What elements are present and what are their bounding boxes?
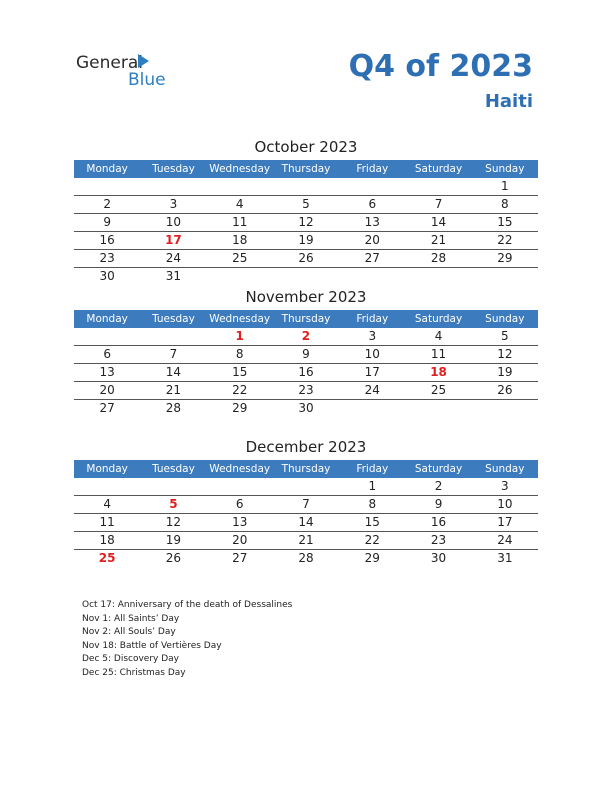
day-cell: 3 xyxy=(169,197,178,211)
day-cell: 14 xyxy=(298,515,314,529)
day-cell xyxy=(207,178,273,195)
day-cell xyxy=(405,400,471,417)
day-cell xyxy=(339,400,405,417)
day-cell: 19 xyxy=(497,365,513,379)
day-cell: 28 xyxy=(298,551,314,565)
day-cell xyxy=(273,478,339,495)
day-cell xyxy=(140,328,206,345)
weekday-label: Friday xyxy=(356,313,389,325)
week-row xyxy=(74,478,538,496)
month-title: November 2023 xyxy=(245,288,367,306)
day-cell xyxy=(140,478,206,495)
week-row xyxy=(74,196,538,214)
day-cell: 1 xyxy=(368,479,377,493)
day-cell xyxy=(405,178,471,195)
logo-general-text: General xyxy=(76,53,143,73)
holiday-note: Nov 2: All Souls’ Day xyxy=(82,627,176,638)
weekday-label: Monday xyxy=(86,163,128,175)
week-row xyxy=(74,178,538,196)
weekday-label: Monday xyxy=(86,313,128,325)
weekday-label: Saturday xyxy=(414,313,463,325)
day-cell: 5 xyxy=(501,329,509,343)
day-cell: 30 xyxy=(99,269,115,283)
weekday-label: Saturday xyxy=(414,163,463,175)
day-cell: 11 xyxy=(232,215,248,229)
week-row xyxy=(74,514,538,532)
day-cell xyxy=(472,268,538,285)
day-cell: 9 xyxy=(302,347,310,361)
month-title: December 2023 xyxy=(245,438,367,456)
day-cell: 4 xyxy=(235,197,244,211)
month-november xyxy=(74,288,538,417)
holiday-note: Dec 5: Discovery Day xyxy=(82,654,179,665)
day-cell: 21 xyxy=(430,233,447,247)
logo xyxy=(76,53,176,93)
day-cell: 24 xyxy=(364,383,380,397)
holiday-notes xyxy=(82,599,292,681)
week-row xyxy=(74,532,538,550)
day-cell: 15 xyxy=(232,365,248,379)
day-cell: 7 xyxy=(169,347,178,361)
day-cell: 2 xyxy=(103,197,111,211)
day-cell: 2 xyxy=(301,329,311,343)
day-cell xyxy=(74,178,140,195)
day-cell: 30 xyxy=(430,551,447,565)
week-row xyxy=(74,232,538,250)
weekday-label: Tuesday xyxy=(152,463,195,475)
weekday-label: Sunday xyxy=(485,463,525,475)
weekday-label: Friday xyxy=(356,163,389,175)
day-cell: 29 xyxy=(364,551,380,565)
week-row xyxy=(74,382,538,400)
day-cell: 27 xyxy=(99,401,115,415)
day-cell: 12 xyxy=(165,515,182,529)
weekday-label: Wednesday xyxy=(209,463,271,475)
day-cell xyxy=(405,268,471,285)
weekday-header xyxy=(74,460,538,478)
day-cell xyxy=(273,268,339,285)
day-cell: 29 xyxy=(232,401,248,415)
day-cell: 3 xyxy=(501,479,509,493)
day-cell: 17 xyxy=(497,515,513,529)
weekday-label: Sunday xyxy=(485,313,525,325)
day-cell: 2 xyxy=(434,479,443,493)
day-cell: 8 xyxy=(368,497,377,511)
week-row xyxy=(74,496,538,514)
month-october xyxy=(74,138,538,285)
day-cell: 30 xyxy=(298,401,314,415)
week-row xyxy=(74,268,538,285)
day-cell: 12 xyxy=(497,347,513,361)
day-cell: 4 xyxy=(434,329,443,343)
holiday-note: Nov 18: Battle of Vertières Day xyxy=(82,640,222,651)
day-cell: 26 xyxy=(497,383,513,397)
day-cell: 16 xyxy=(430,515,447,529)
day-cell: 15 xyxy=(364,515,380,529)
day-cell: 24 xyxy=(165,251,182,265)
day-cell xyxy=(339,178,405,195)
weekday-label: Thursday xyxy=(281,463,331,475)
holiday-note: Dec 25: Christmas Day xyxy=(82,667,186,678)
day-cell: 18 xyxy=(232,233,248,247)
day-cell: 26 xyxy=(298,251,314,265)
day-cell: 3 xyxy=(368,329,377,343)
day-cell: 9 xyxy=(434,497,443,511)
day-cell: 1 xyxy=(501,179,509,193)
day-cell: 16 xyxy=(99,233,115,247)
weekday-label: Sunday xyxy=(485,163,525,175)
day-cell: 25 xyxy=(98,551,116,565)
day-cell: 31 xyxy=(165,269,182,283)
day-cell: 21 xyxy=(298,533,314,547)
day-cell: 10 xyxy=(497,497,513,511)
day-cell: 15 xyxy=(497,215,513,229)
day-cell: 6 xyxy=(368,197,377,211)
day-cell: 5 xyxy=(302,197,310,211)
weekday-label: Wednesday xyxy=(209,313,271,325)
weekday-label: Tuesday xyxy=(152,313,195,325)
week-row xyxy=(74,346,538,364)
week-row xyxy=(74,550,538,567)
week-row xyxy=(74,250,538,268)
day-cell: 6 xyxy=(103,347,111,361)
day-cell: 6 xyxy=(235,497,244,511)
day-cell: 26 xyxy=(165,551,182,565)
day-cell: 18 xyxy=(430,365,447,379)
day-cell: 17 xyxy=(165,233,182,247)
day-cell: 20 xyxy=(364,233,380,247)
day-cell: 12 xyxy=(298,215,314,229)
day-cell: 29 xyxy=(497,251,513,265)
day-cell: 31 xyxy=(497,551,513,565)
day-cell: 27 xyxy=(232,551,248,565)
weekday-label: Tuesday xyxy=(152,163,195,175)
day-cell: 10 xyxy=(165,215,182,229)
week-row xyxy=(74,328,538,346)
day-cell: 7 xyxy=(302,497,310,511)
weekday-label: Saturday xyxy=(414,463,463,475)
weekday-header xyxy=(74,160,538,178)
day-cell: 27 xyxy=(364,251,380,265)
day-cell: 22 xyxy=(232,383,248,397)
weekday-label: Wednesday xyxy=(209,163,271,175)
day-cell: 20 xyxy=(99,383,115,397)
day-cell: 9 xyxy=(103,215,111,229)
page-title: Q4 of 2023 xyxy=(348,49,533,84)
logo-triangle-icon xyxy=(138,54,149,68)
day-cell: 23 xyxy=(430,533,447,547)
day-cell: 8 xyxy=(235,347,244,361)
day-cell xyxy=(207,478,273,495)
country-name: Haiti xyxy=(484,91,533,112)
day-cell: 23 xyxy=(99,251,115,265)
weekday-label: Monday xyxy=(86,463,128,475)
day-cell xyxy=(74,328,140,345)
day-cell: 25 xyxy=(232,251,248,265)
day-cell: 24 xyxy=(497,533,513,547)
day-cell: 18 xyxy=(99,533,115,547)
day-cell: 11 xyxy=(99,515,115,529)
day-cell: 7 xyxy=(434,197,443,211)
day-cell: 13 xyxy=(232,515,248,529)
day-cell: 23 xyxy=(298,383,314,397)
day-cell: 19 xyxy=(298,233,314,247)
day-cell: 17 xyxy=(364,365,380,379)
weekday-label: Thursday xyxy=(281,163,331,175)
day-cell xyxy=(273,178,339,195)
day-cell: 11 xyxy=(430,347,447,361)
day-cell: 10 xyxy=(364,347,380,361)
month-title: October 2023 xyxy=(254,138,358,156)
day-cell: 25 xyxy=(430,383,447,397)
week-row xyxy=(74,400,538,417)
holiday-note: Nov 1: All Saints’ Day xyxy=(82,613,180,624)
day-cell: 28 xyxy=(165,401,182,415)
day-cell: 16 xyxy=(298,365,314,379)
day-cell: 14 xyxy=(165,365,182,379)
day-cell: 22 xyxy=(497,233,513,247)
day-cell: 22 xyxy=(364,533,380,547)
day-cell: 20 xyxy=(232,533,248,547)
day-cell xyxy=(74,478,140,495)
day-cell: 28 xyxy=(430,251,447,265)
week-row xyxy=(74,214,538,232)
day-cell: 1 xyxy=(235,329,244,343)
day-cell xyxy=(207,268,273,285)
day-cell xyxy=(339,268,405,285)
day-cell: 13 xyxy=(364,215,380,229)
day-cell: 8 xyxy=(501,197,509,211)
day-cell: 13 xyxy=(99,365,115,379)
logo-blue-text: Blue xyxy=(128,70,166,90)
weekday-label: Thursday xyxy=(281,313,331,325)
day-cell: 4 xyxy=(103,497,111,511)
holiday-note: Oct 17: Anniversary of the death of Dessalines xyxy=(82,600,293,610)
day-cell: 14 xyxy=(430,215,447,229)
day-cell: 19 xyxy=(165,533,182,547)
day-cell: 5 xyxy=(169,497,178,511)
day-cell xyxy=(140,178,206,195)
day-cell xyxy=(472,400,538,417)
day-cell: 21 xyxy=(165,383,182,397)
month-december xyxy=(74,438,538,567)
weekday-header xyxy=(74,310,538,328)
week-row xyxy=(74,364,538,382)
weekday-label: Friday xyxy=(356,463,389,475)
